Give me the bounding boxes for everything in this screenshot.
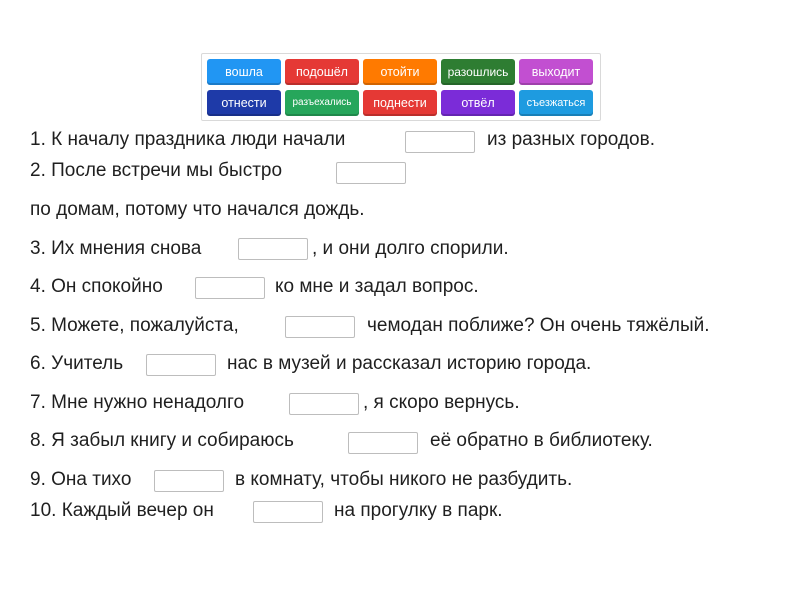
word-bank: [201, 53, 601, 121]
word-tile[interactable]: съезжаться: [519, 90, 593, 116]
question-text-after: из разных городов.: [487, 129, 655, 150]
word-tile[interactable]: вошла: [207, 59, 281, 85]
question-text-before: 10. Каждый вечер он: [30, 500, 214, 521]
question-text-after: , я скоро вернусь.: [363, 392, 520, 413]
answer-blank[interactable]: [336, 162, 406, 184]
question-text-before: 4. Он спокойно: [30, 276, 163, 297]
question-text-after: по домам, потому что начался дождь.: [30, 199, 365, 220]
question-text-after: в комнату, чтобы никого не разбудить.: [235, 469, 573, 490]
word-tile[interactable]: отнести: [207, 90, 281, 116]
question-text-before: 9. Она тихо: [30, 469, 132, 490]
word-tile[interactable]: разъехались: [285, 90, 359, 116]
question-text-before: 8. Я забыл книгу и собираюсь: [30, 430, 294, 451]
answer-blank[interactable]: [195, 277, 265, 299]
answer-blank[interactable]: [348, 432, 418, 454]
question-text-before: 6. Учитель: [30, 353, 124, 374]
word-tile[interactable]: поднести: [363, 90, 437, 116]
answer-blank[interactable]: [253, 501, 323, 523]
answer-blank[interactable]: [154, 470, 224, 492]
question-text-before: 1. К началу праздника люди начали: [30, 129, 346, 150]
answer-blank[interactable]: [238, 238, 308, 260]
question-text-after: ко мне и задал вопрос.: [275, 276, 479, 297]
question-text-before: 5. Можете, пожалуйста,: [30, 315, 239, 336]
question-text-before: 3. Их мнения снова: [30, 238, 202, 259]
question-text-before: 2. После встречи мы быстро: [30, 160, 283, 181]
word-tile[interactable]: отвёл: [441, 90, 515, 116]
answer-blank[interactable]: [289, 393, 359, 415]
answer-blank[interactable]: [285, 316, 355, 338]
question-text-before: 7. Мне нужно ненадолго: [30, 392, 245, 413]
answer-blank[interactable]: [146, 354, 216, 376]
question-text-after: на прогулку в парк.: [334, 500, 503, 521]
answer-blank[interactable]: [405, 131, 475, 153]
question-text-after: её обратно в библиотеку.: [430, 430, 653, 451]
word-tile[interactable]: выходит: [519, 59, 593, 85]
question-text-after: нас в музей и рассказал историю города.: [227, 353, 592, 374]
word-tile[interactable]: отойти: [363, 59, 437, 85]
word-tile[interactable]: подошёл: [285, 59, 359, 85]
word-tile[interactable]: разошлись: [441, 59, 515, 85]
question-text-after: чемодан поближе? Он очень тяжёлый.: [367, 315, 710, 336]
question-text-after: , и они долго спорили.: [312, 238, 509, 259]
